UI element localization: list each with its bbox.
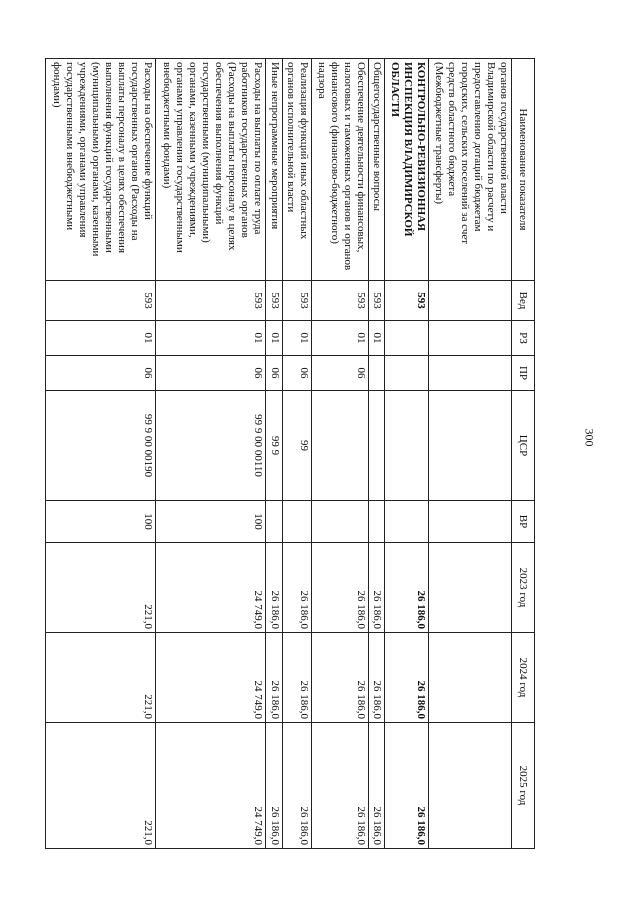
row-2023: 24 749,0 [156, 543, 266, 633]
col-header-2025: 2025 год [512, 723, 535, 849]
row-vr [428, 501, 511, 543]
row-2025: 26 186,0 [282, 723, 312, 849]
col-header-name: Наименование показателя [512, 59, 535, 281]
row-vr [282, 501, 312, 543]
col-header-csr: ЦСР [512, 391, 535, 501]
row-2025: 26 186,0 [369, 723, 385, 849]
row-2025 [428, 723, 511, 849]
row-csr [312, 391, 369, 501]
row-2024: 26 186,0 [369, 633, 385, 723]
row-csr: 99 [282, 391, 312, 501]
row-rz [428, 321, 511, 356]
row-csr: 99 9 [266, 391, 282, 501]
row-2025: 24 749,0 [156, 723, 266, 849]
table-row [385, 59, 428, 849]
table-row [266, 59, 282, 849]
row-rz: 01 [266, 321, 282, 356]
col-header-2024: 2024 год [512, 633, 535, 723]
row-rz: 01 [156, 321, 266, 356]
rotated-table-container [45, 58, 535, 848]
row-rz: 01 [46, 321, 156, 356]
row-name: Реализация функций иных областных органов исполнительной власти [282, 59, 312, 281]
table-row [156, 59, 266, 849]
col-header-vr: ВР [512, 501, 535, 543]
row-2025: 26 186,0 [266, 723, 282, 849]
row-2023: 26 186,0 [385, 543, 428, 633]
row-pr: 06 [46, 356, 156, 391]
row-2025: 26 186,0 [385, 723, 428, 849]
row-pr: 06 [266, 356, 282, 391]
row-csr [369, 391, 385, 501]
row-vr [385, 501, 428, 543]
row-name: органов государственной власти Владимирской области по расчету и предоставлению дотаций бюджетам городских, сельских поселений за счет средств областного бюджета (Межбюджетные трансферты) [428, 59, 511, 281]
row-2023: 26 186,0 [282, 543, 312, 633]
row-ved: 593 [369, 281, 385, 321]
row-2023: 221,0 [46, 543, 156, 633]
row-2025: 221,0 [46, 723, 156, 849]
row-2025: 26 186,0 [312, 723, 369, 849]
row-ved: 593 [46, 281, 156, 321]
row-2024: 221,0 [46, 633, 156, 723]
row-pr [369, 356, 385, 391]
row-2023: 26 186,0 [266, 543, 282, 633]
col-header-ved: Вед [512, 281, 535, 321]
row-2024: 24 749,0 [156, 633, 266, 723]
col-header-pr: ПР [512, 356, 535, 391]
row-ved: 593 [312, 281, 369, 321]
row-csr [385, 391, 428, 501]
row-vr [369, 501, 385, 543]
row-name: Обеспечение деятельности финансовых, налоговых и таможенных органов и органов финансового (финансово-бюджетного) надзора [312, 59, 369, 281]
row-ved: 593 [266, 281, 282, 321]
table-row [312, 59, 369, 849]
row-2024: 26 186,0 [266, 633, 282, 723]
row-pr: 06 [282, 356, 312, 391]
row-2023 [428, 543, 511, 633]
row-ved: 593 [156, 281, 266, 321]
table-row [46, 59, 156, 849]
row-vr: 100 [156, 501, 266, 543]
row-2024: 26 186,0 [282, 633, 312, 723]
col-header-rz: РЗ [512, 321, 535, 356]
table-row [428, 59, 511, 849]
row-name: КОНТРОЛЬНО-РЕВИЗИОННАЯ ИНСПЕКЦИЯ ВЛАДИМИРСКОЙ ОБЛАСТИ [385, 59, 428, 281]
page-number: 300 [582, 428, 597, 447]
row-ved: 593 [282, 281, 312, 321]
row-name: Расходы на обеспечение функций государственных органов (Расходы на выплаты персоналу в целях обеспечения выполнения функций государственными (муниципальными) органами, казенными учреждениями, органами управления государственными внебюджетными фондами) [46, 59, 156, 281]
budget-table [45, 58, 535, 849]
row-vr: 100 [46, 501, 156, 543]
row-rz: 01 [282, 321, 312, 356]
row-pr: 06 [156, 356, 266, 391]
row-name: Общегосударственные вопросы [369, 59, 385, 281]
row-2024: 26 186,0 [385, 633, 428, 723]
table-row [282, 59, 312, 849]
row-2023: 26 186,0 [312, 543, 369, 633]
row-2024 [428, 633, 511, 723]
row-ved [428, 281, 511, 321]
row-name: Иные непрограммные мероприятия [266, 59, 282, 281]
row-name: Расходы на выплаты по оплате труда работников государственных органов (Расходы на выплаты персоналу в целях обеспечения выполнения функций государственными (муниципальными) органами, казенными учреждениями, органами управления государственными внебюджетными фондами) [156, 59, 266, 281]
row-2023: 26 186,0 [369, 543, 385, 633]
header-row [512, 59, 535, 849]
row-pr [385, 356, 428, 391]
row-csr [428, 391, 511, 501]
table-row [369, 59, 385, 849]
row-rz [385, 321, 428, 356]
row-vr [312, 501, 369, 543]
row-csr: 99 9 00 00190 [46, 391, 156, 501]
row-pr: 06 [312, 356, 369, 391]
row-2024: 26 186,0 [312, 633, 369, 723]
row-rz: 01 [312, 321, 369, 356]
col-header-2023: 2023 год [512, 543, 535, 633]
row-csr: 99 9 00 00110 [156, 391, 266, 501]
row-vr [266, 501, 282, 543]
row-ved: 593 [385, 281, 428, 321]
row-rz: 01 [369, 321, 385, 356]
row-pr [428, 356, 511, 391]
